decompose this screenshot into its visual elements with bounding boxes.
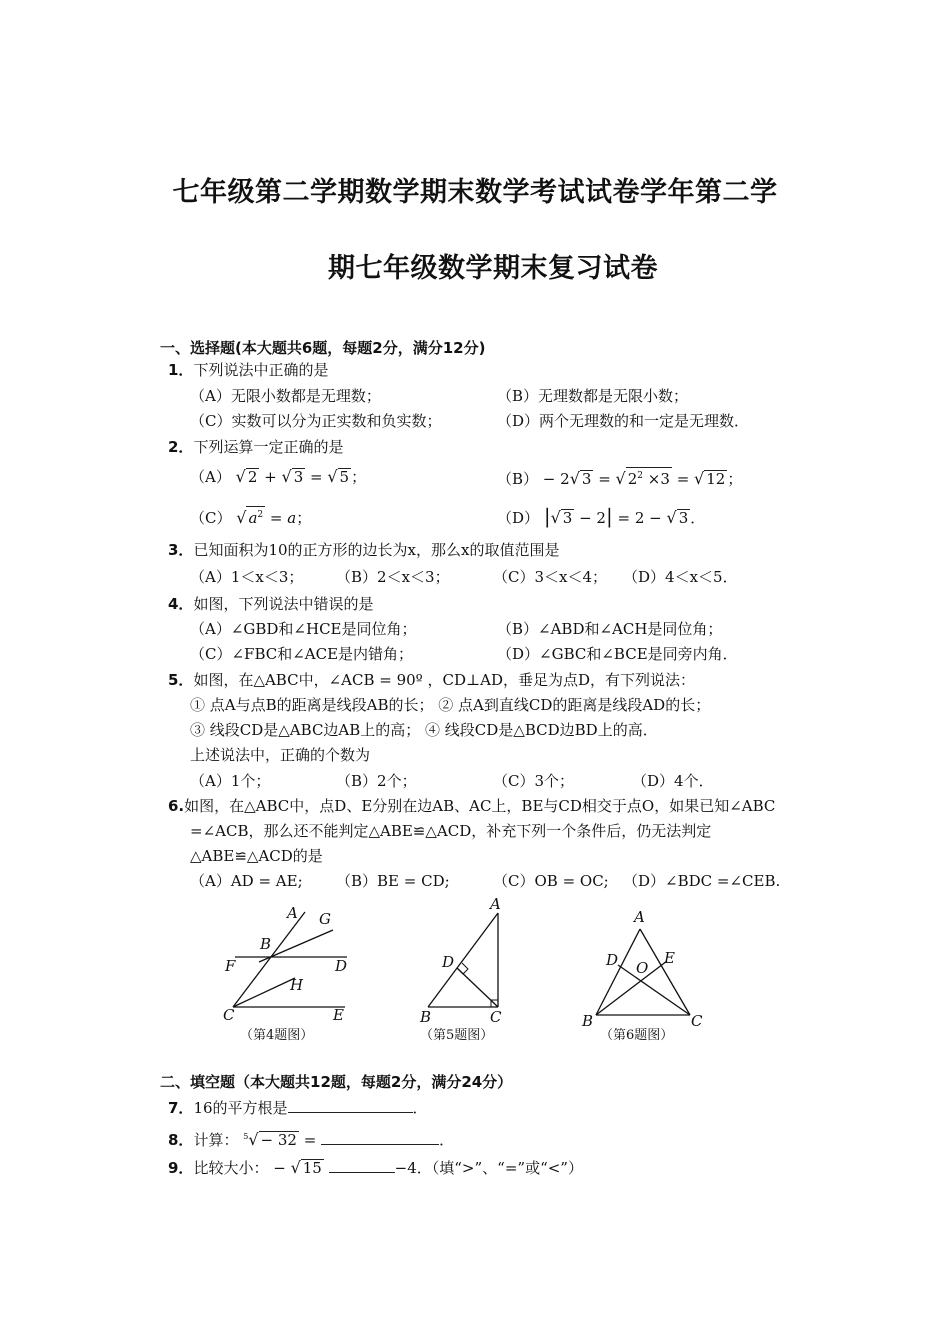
- figure-6: [578, 903, 713, 1028]
- q7-answer-blank[interactable]: [288, 1098, 413, 1113]
- q3-option-b: （B）2＜x＜3；: [336, 568, 450, 586]
- q2-number: 2．: [168, 438, 194, 456]
- q6-stem-2: =∠ACB，那么还不能判定△ABE≌△ACD，补充下列一个条件后，仍无法判定: [190, 822, 712, 840]
- q9-text: 比较大小：: [193, 1159, 269, 1177]
- q1-number: 1．: [168, 361, 194, 379]
- q1-text: 下列说法中正确的是: [193, 361, 329, 379]
- fig4-label-b: B: [260, 935, 272, 953]
- fig4-caption: （第4题图）: [240, 1028, 314, 1043]
- fig6-line-be: [596, 961, 667, 1015]
- q5-statements-3: 上述说法中，正确的个数为: [190, 746, 371, 764]
- q7: [168, 1098, 428, 1118]
- q2-option-b: （B） − 2√ 3 = √ $2^2 \times 3$ = √ 12 ；: [497, 469, 743, 488]
- q3-text: 已知面积为10的正方形的边长为x，那么x的取值范围是: [193, 541, 560, 559]
- fig4-label-h: H: [290, 976, 304, 994]
- q5-stem: [168, 670, 695, 690]
- q6-option-c: （C）OB = OC;: [493, 872, 609, 890]
- q3-number: 3．: [168, 541, 194, 559]
- fig4-label-e: E: [333, 1006, 344, 1024]
- q9: 9．比较大小： − √ 15 −4．（填“>”、“=”或“<”）: [168, 1158, 583, 1177]
- fig4-label-d: D: [335, 957, 348, 975]
- q5-statements-1: ① 点A与点B的距离是线段AB的长； ② 点A到直线CD的距离是线段AD的长；: [190, 696, 711, 714]
- q8-number: 8．: [168, 1131, 194, 1149]
- q1-option-b: （B）无理数都是无限小数；: [497, 387, 689, 405]
- q4-option-a: （A）∠GBD和∠HCE是同位角；: [190, 620, 417, 638]
- q3-option-a: （A）1＜x＜3；: [190, 568, 304, 586]
- q5-option-c: （C）3个；: [493, 772, 575, 790]
- q6-option-d: （D）∠BDC =∠CEB.: [623, 872, 781, 890]
- q5-option-d: （D）4个．: [632, 772, 714, 790]
- fig6-label-e: E: [664, 949, 675, 967]
- q7-number: 7．: [168, 1099, 194, 1117]
- q1-option-a: （A）无限小数都是无理数；: [190, 387, 381, 405]
- q8-end: ．: [439, 1131, 455, 1149]
- q2-option-c-label: （C）: [190, 509, 232, 527]
- q2-option-d-label: （D）: [497, 509, 540, 527]
- q5-text: 如图，在△ABC中，∠ACB = 90º ，CD⊥AD，垂足为点D，有下列说法：: [193, 671, 695, 689]
- fig4-label-a: A: [287, 904, 298, 922]
- q5-number: 5．: [168, 671, 194, 689]
- q7-text: 16的平方根是: [193, 1099, 288, 1117]
- figure-4: [215, 900, 365, 1030]
- q5-statements-2: ③ 线段CD是△ABC边AB上的高； ④ 线段CD是△BCD边BD上的高．: [190, 721, 658, 739]
- fig6-label-c: C: [691, 1012, 703, 1028]
- q3-option-d: （D）4＜x＜5．: [623, 568, 738, 586]
- figure-5: [418, 893, 518, 1028]
- q8: 8．计算： $^5$√ − 32 = ．: [168, 1130, 455, 1149]
- fig4-label-c: C: [223, 1006, 235, 1024]
- fig4-label-f: F: [225, 957, 236, 975]
- fig5-label-d: D: [442, 953, 455, 971]
- q9-instruction: −4．（填“>”、“=”或“<”）: [394, 1159, 583, 1177]
- q2-option-a-label: （A）: [190, 468, 231, 486]
- fig4-line-ch: [233, 978, 295, 1007]
- q6-option-b: （B）BE = CD;: [336, 872, 450, 890]
- fig4-label-g: G: [319, 910, 331, 928]
- q2-option-a: （A） √ 2 + √ 3 = √ 5 ；: [190, 467, 367, 486]
- q7-end: ．: [412, 1099, 428, 1117]
- q3-option-c: （C）3＜x＜4；: [493, 568, 608, 586]
- q6-stem-1: [168, 796, 775, 816]
- section2-heading: 二、填空题（本大题共12题，每题2分，满分24分）: [160, 1073, 513, 1091]
- page-title-line1: 七年级第二学期数学期末数学考试试卷学年第二学: [172, 177, 778, 208]
- q4-option-c: （C）∠FBC和∠ACE是内错角；: [190, 645, 414, 663]
- q4-stem: [168, 594, 373, 614]
- fig6-label-b: B: [582, 1012, 594, 1028]
- q1-option-c: （C）实数可以分为正实数和负实数；: [190, 412, 442, 430]
- fig6-caption: （第6题图）: [600, 1028, 674, 1043]
- q9-number: 9．: [168, 1159, 194, 1177]
- q2-text: 下列运算一定正确的是: [193, 438, 344, 456]
- q6-number: 6.: [168, 797, 185, 815]
- q5-option-b: （B）2个；: [336, 772, 417, 790]
- fig5-label-b: B: [420, 1008, 432, 1026]
- q4-option-b: （B）∠ABD和∠ACH是同位角；: [497, 620, 723, 638]
- page-title-line2: 期七年级数学期末复习试卷: [328, 253, 658, 284]
- fig6-line-ab: [596, 929, 640, 1015]
- fig5-line-ab: [428, 913, 498, 1007]
- section1-heading: 一、选择题(本大题共6题，每题2分，满分12分): [160, 339, 486, 357]
- fig5-label-c: C: [490, 1008, 502, 1026]
- q2-option-b-label: （B）: [497, 470, 539, 488]
- q8-text: 计算：: [193, 1131, 239, 1149]
- q6-stem-3: △ABE≌△ACD的是: [190, 847, 323, 865]
- q1-stem: [168, 360, 328, 380]
- q2-stem: [168, 437, 343, 457]
- q6-text-1: 如图，在△ABC中，点D、E分别在边AB、AC上，BE与CD相交于点O，如果已知∠ABC: [184, 797, 776, 815]
- fig6-label-a: A: [634, 908, 645, 926]
- q2-option-d: （D） |√ 3 − 2| = 2 − √ 3 ．: [497, 504, 706, 528]
- fig6-label-d: D: [606, 951, 619, 969]
- q5-option-a: （A）1个；: [190, 772, 271, 790]
- q2-option-c: （C） √ $a^2 = a$；: [190, 508, 312, 527]
- q6-option-a: （A）AD = AE;: [190, 872, 303, 890]
- fig5-label-a: A: [490, 895, 501, 913]
- fig5-caption: （第5题图）: [420, 1028, 494, 1043]
- q4-number: 4．: [168, 595, 194, 613]
- q3-stem: [168, 540, 559, 560]
- q4-option-d: （D）∠GBC和∠BCE是同旁内角．: [497, 645, 738, 663]
- q1-option-d: （D）两个无理数的和一定是无理数．: [497, 412, 750, 430]
- q4-text: 如图，下列说法中错误的是: [193, 595, 374, 613]
- q8-answer-blank[interactable]: [321, 1130, 439, 1145]
- q9-answer-blank[interactable]: [329, 1158, 395, 1173]
- fig6-label-o: O: [636, 959, 649, 977]
